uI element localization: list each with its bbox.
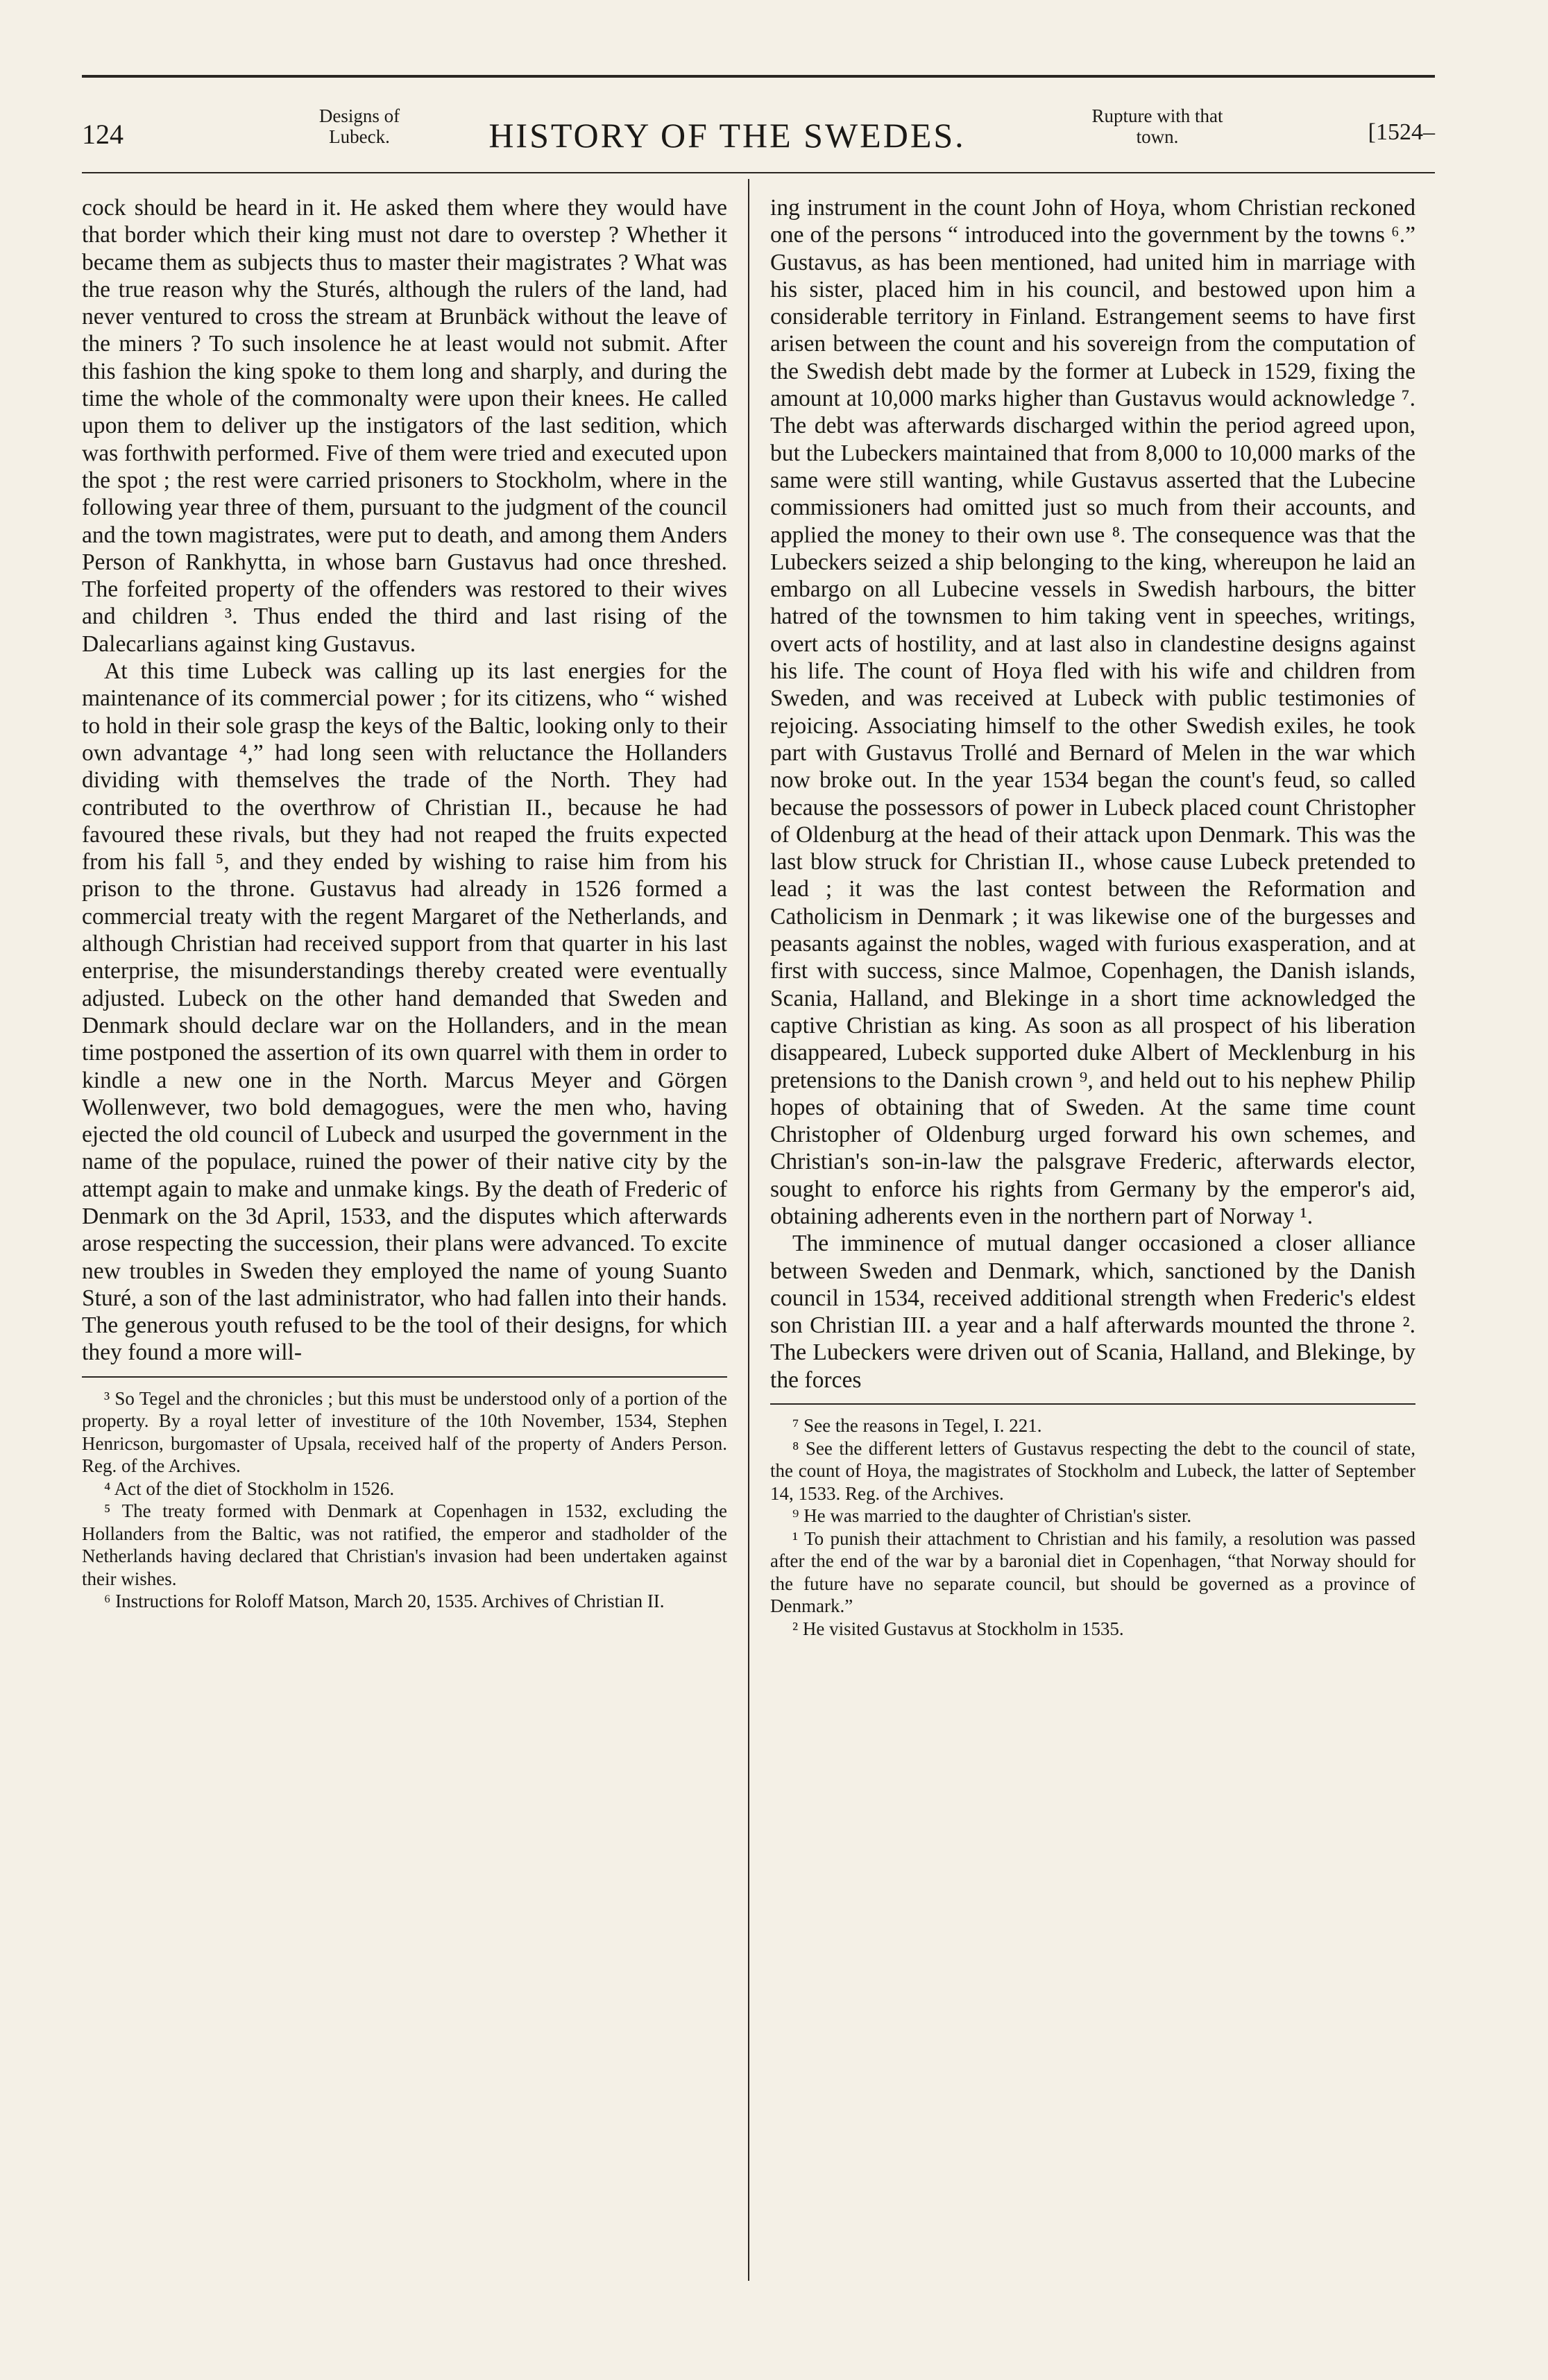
paragraph: ing instrument in the count John of Hoya, whom Christian reckoned one of the persons “ introduced into the government by the towns ⁶.” Gustavus, as has been mentioned, had united him in marriage with his sister, placed him in his council, and bestowed upon him a considerable territory in Finland. Estrangement seems to have first arisen between the count and his sovereign from the computation of the Swedish debt made by the former at Lubeck in 1529, fixing the amount at 10,000 marks higher than Gustavus would acknowledge ⁷. The debt was afterwards discharged within the period agreed upon, but the Lubeckers maintained that from 8,000 to 10,000 marks of the same were still wanting, while Gustavus asserted that the Lubecine commissioners had omitted just so much from their accounts, and applied the money to their own use ⁸. The consequence was that the Lubeckers seized a ship belonging to the king, whereupon he laid an embargo on all Lubecine vessels in Swedish harbours, the bitter hatred of the townsmen to him taking vent in speeches, writings, overt acts of hostility, and at last also in clandestine designs against his life. The count of Hoya fled with his wife and children from Sweden, and was received at Lubeck with public testimonies of rejoicing. Associating himself to the other Swedish exiles, he took part with Gustavus Trollé and Bernard of Melen in the war which now broke out. In the year 1534 began the count's feud, so called because the possessors of power in Lubeck placed count Christopher of Oldenburg at the head of their attack upon Denmark. This was the last blow struck for Christian II., whose cause Lubeck pretended to lead ; it was the last contest between the Reformation and Catholicism in Denmark ; it was likewise one of the burgesses and peasants against the nobles, waged with furious exasperation, and at first with success, since Malmoe, Copenhagen, the Danish islands, Scania, Halland, and Blekinge in a short time acknowledged the captive Christian as king. As soon as all prospect of his liberation disappeared, Lubeck supported duke Albert of Mecklenburg in his pretensions to the Danish crown ⁹, and held out to his nephew Philip hopes of obtaining that of Sweden. At the same time count Christopher of Oldenburg urged forward his own schemes, and Christian's son-in-law the palsgrave Frederic, afterwards elector, sought to enforce his rights from Germany by the emperor's aid, obtaining adherents even in the northern part of Norway ¹. [770, 195, 1415, 1229]
left-margin-note [290, 105, 429, 147]
right-margin-note [1026, 105, 1289, 147]
left-note-line: Lubeck. [329, 126, 390, 147]
column-divider [748, 179, 749, 2281]
year-marker: [1524– [1368, 119, 1435, 145]
right-note-line: Rupture with that [1091, 105, 1223, 126]
paragraph: cock should be heard in it. He asked them where they would have that border which their king must not dare to overstep ? Whether it became them as subjects thus to master their magistrates ? What was the true reason why the Sturés, although the rulers of the land, had never ventured to cross the stream at Brunbäck without the leave of the miners ? To such insolence he at least would not submit. After this fashion the king spoke to them long and sharply, and during the time the whole of the commonalty were upon their knees. He called upon them to deliver up the instigators of the last sedition, which was forthwith performed. Five of them were tried and executed upon the spot ; the rest were carried prisoners to Stockholm, where in the following year three of them, pursuant to the judgment of the council and the town magistrates, were put to death, and among them Anders Person of Rankhytta, in whose barn Gustavus had once threshed. The forfeited property of the offenders was restored to their wives and children ³. Thus ended the third and last rising of the Dalecarlians against king Gustavus. [82, 195, 727, 657]
page-number: 124 [82, 119, 124, 150]
left-column [82, 194, 727, 1613]
running-header [82, 90, 1435, 180]
footnote: ⁷ See the reasons in Tegel, I. 221. [792, 1415, 1042, 1437]
footnote: ⁵ The treaty formed with Denmark at Copenhagen in 1532, excluding the Hollanders from the Baltic, was not ratified, the emperor and stadholder of the Netherlands having declared that Christian's invasion had been undertaken against their wishes. [82, 1500, 727, 1589]
right-body [770, 194, 1415, 1394]
footnote: ⁴ Act of the diet of Stockholm in 1526. [104, 1478, 395, 1499]
header-rule [82, 172, 1435, 173]
right-column [770, 194, 1415, 1640]
paragraph: The imminence of mutual danger occasioned a closer alliance between Sweden and Denmark, which, sanctioned by the Danish council in 1534, received additional strength when Frederic's eldest son Christian III. a year and a half afterwards mounted the throne ². The Lubeckers were driven out of Scania, Halland, and Blekinge, by the forces [770, 1231, 1415, 1393]
right-footnotes [770, 1414, 1415, 1640]
page [82, 75, 1435, 2302]
footnote-rule [82, 1376, 727, 1378]
footnote: ¹ To punish their attachment to Christian and his family, a resolution was passed after the end of the war by a baronial diet in Copenhagen, “that Norway should for the future have no separate council, but should be governed as a province of Denmark.” [770, 1527, 1415, 1617]
footnote-rule [770, 1403, 1415, 1405]
footnote: ⁸ See the different letters of Gustavus respecting the debt to the council of state, the count of Hoya, the magistrates of Stockholm and Lubeck, the latter of September 14, 1533. Reg. of the Archives. [770, 1437, 1415, 1504]
footnote: ² He visited Gustavus at Stockholm in 1535. [792, 1618, 1124, 1639]
footnote: ⁹ He was married to the daughter of Christian's sister. [792, 1505, 1192, 1527]
page-title: HISTORY OF THE SWEDES. [488, 116, 966, 155]
footnote: ³ So Tegel and the chronicles ; but this must be understood only of a portion of the property. By a royal letter of investiture of the 10th November, 1534, Stephen Henricson, burgomaster of Upsala, received half of the property of Anders Person. Reg. of the Archives. [82, 1387, 727, 1477]
right-note-line: town. [1136, 126, 1179, 147]
top-rule [82, 75, 1435, 78]
paragraph: At this time Lubeck was calling up its last energies for the maintenance of its commercial power ; for its citizens, who “ wished to hold in their sole grasp the keys of the Baltic, looking only to their own advantage ⁴,” had long seen with reluctance the Hollanders dividing with themselves the trade of the North. They had contributed to the overthrow of Christian II., because he had favoured these rivals, but they had not reaped the fruits expected from his fall ⁵, and they ended by wishing to raise him from his prison to the throne. Gustavus had already in 1526 formed a commercial treaty with the regent Margaret of the Netherlands, and although Christian had received support from that quarter in his last enterprise, the misunderstandings thereby created were eventually adjusted. Lubeck on the other hand demanded that Sweden and Denmark should declare war on the Hollanders, and in the mean time postponed the assertion of its own quarrel with them in order to kindle a new one in the North. Marcus Meyer and Görgen Wollenwever, two bold demagogues, were the men who, having ejected the old council of Lubeck and usurped the government in the name of the populace, ruined the power of their native city by the attempt again to make and unmake kings. By the death of Frederic of Denmark on the 3d April, 1533, and the disputes which afterwards arose respecting the succession, their plans were advanced. To excite new troubles in Sweden they employed the name of young Suanto Sturé, a son of the last administrator, who had fallen into their hands. The generous youth refused to be the tool of their designs, for which they found a more will- [82, 658, 727, 1366]
left-footnotes [82, 1387, 727, 1613]
footnote: ⁶ Instructions for Roloff Matson, March 20, 1535. Archives of Christian II. [104, 1591, 665, 1612]
left-note-line: Designs of [318, 105, 400, 126]
left-body [82, 194, 727, 1367]
